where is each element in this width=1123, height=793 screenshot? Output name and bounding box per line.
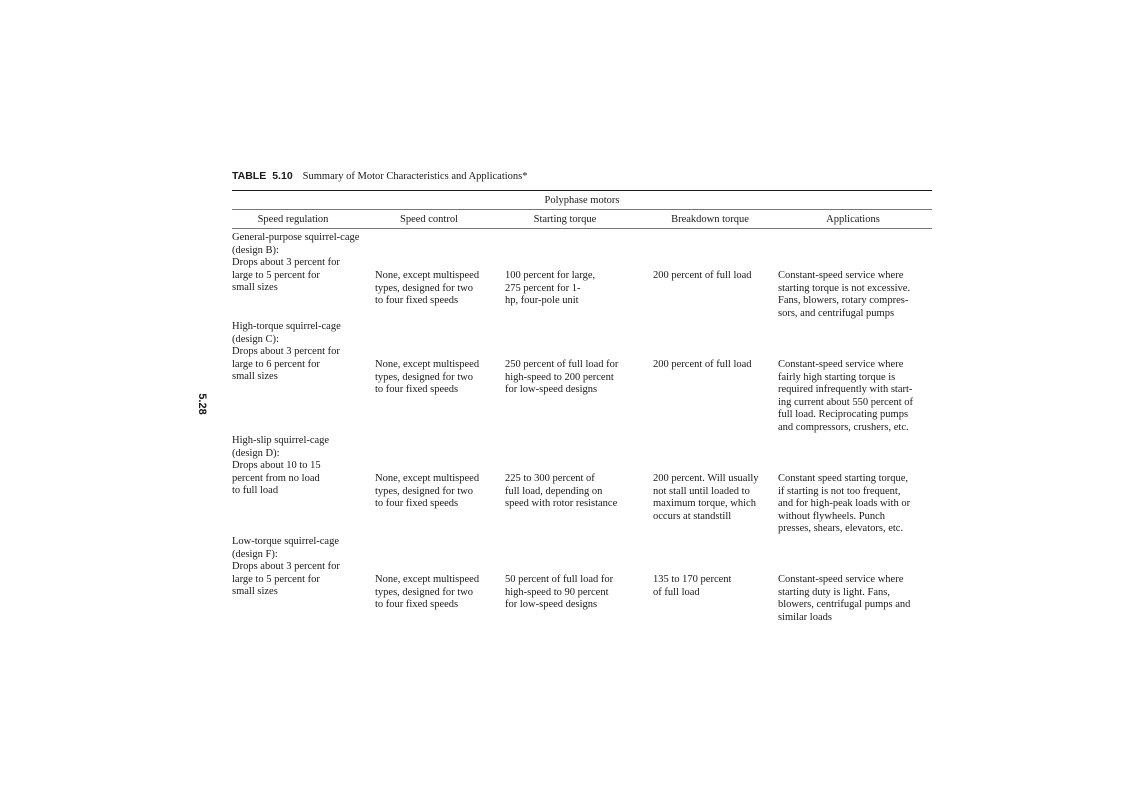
cell-speed-regulation: Drops about 3 percent for large to 5 percent for small sizes <box>232 561 340 598</box>
cell-speed-control: None, except multispeed types, designed for two to four fixed speeds <box>375 359 480 396</box>
group-header: Polyphase motors <box>544 195 620 206</box>
cell-breakdown-torque: 200 percent. Will usually not stall until loaded to maximum torque, which occurs at standstill <box>653 473 759 522</box>
table-label: TABLE <box>232 170 267 182</box>
column-header-breakdown-torque: Breakdown torque <box>671 214 749 225</box>
cell-starting-torque: 100 percent for large, 275 percent for 1- hp, four-pole unit <box>505 270 596 307</box>
cell-applications: Constant-speed service where fairly high starting torque is required infrequently with start- ing current about 550 percent of full load. Reciprocating pumps and compressors, crushers, etc. <box>778 359 913 433</box>
section-heading: High-slip squirrel-cage (design D): <box>232 435 330 459</box>
cell-starting-torque: 225 to 300 percent of full load, depending on speed with rotor resistance <box>505 473 618 510</box>
table-title: Summary of Motor Characteristics and Applications* <box>302 171 528 182</box>
cell-breakdown-torque: 200 percent of full load <box>653 270 752 281</box>
group-rule <box>232 209 932 210</box>
cell-applications: Constant speed starting torque, if starting is not too frequent, and for high-peak loads with or without flywheels. Punch presses, shears, elevators, etc. <box>778 473 911 535</box>
cell-applications: Constant-speed service where starting duty is light. Fans, blowers, centrifugal pumps and similar loads <box>778 574 911 623</box>
section-heading: High-torque squirrel-cage (design C): <box>232 321 341 345</box>
header-rule <box>232 228 932 229</box>
column-header-speed-control: Speed control <box>399 214 459 225</box>
cell-breakdown-torque: 135 to 170 percent of full load <box>653 574 732 598</box>
column-header-starting-torque: Starting torque <box>533 214 597 225</box>
cell-speed-control: None, except multispeed types, designed for two to four fixed speeds <box>375 473 480 510</box>
section-heading: General-purpose squirrel-cage (design B): <box>232 232 360 256</box>
column-header-applications: Applications <box>826 214 880 225</box>
page-number: 5.28 <box>196 393 208 415</box>
cell-speed-regulation: Drops about 3 percent for large to 6 percent for small sizes <box>232 346 340 383</box>
cell-starting-torque: 250 percent of full load for high-speed to 200 percent for low-speed designs <box>505 359 619 396</box>
top-rule <box>232 190 932 191</box>
cell-speed-regulation: Drops about 10 to 15 percent from no load to full load <box>232 460 321 497</box>
column-header-speed-regulation: Speed regulation <box>257 214 329 225</box>
cell-breakdown-torque: 200 percent of full load <box>653 359 752 370</box>
cell-speed-regulation: Drops about 3 percent for large to 5 percent for small sizes <box>232 257 340 294</box>
cell-speed-control: None, except multispeed types, designed for two to four fixed speeds <box>375 270 480 307</box>
cell-applications: Constant-speed service where starting torque is not excessive. Fans, blowers, rotary compres- sors, and centrifugal pumps <box>778 270 911 319</box>
cell-starting-torque: 50 percent of full load for high-speed to 90 percent for low-speed designs <box>505 574 614 611</box>
table-caption <box>232 170 528 182</box>
table-number: 5.10 <box>272 170 293 182</box>
section-heading: Low-torque squirrel-cage (design F): <box>232 536 339 560</box>
cell-speed-control: None, except multispeed types, designed for two to four fixed speeds <box>375 574 480 611</box>
